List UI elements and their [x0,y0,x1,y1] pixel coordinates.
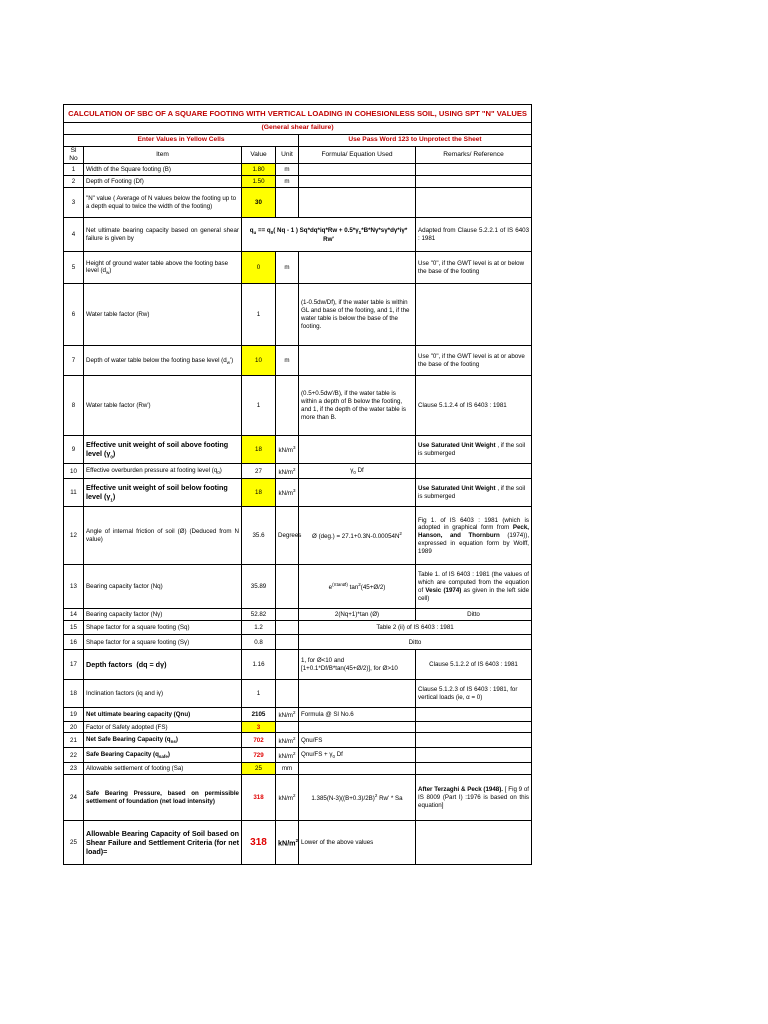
remarks-cell: After Terzaghi & Peck (1948). [ Fig 9 of IS 8009 (Part I) :1976 is based on this equation] [416,775,532,821]
sheet-subtitle: (General shear failure) [64,123,532,135]
formula-cell: Qnu/FS [299,733,416,748]
item-cell: Net ultimate bearing capacity based on general shear failure is given by [84,218,242,252]
formula-cell [299,164,416,176]
table-row [64,722,532,733]
value-cell: 729 [242,748,276,763]
sl-no: 4 [64,218,84,252]
formula-cell [299,346,416,376]
item-cell: Shape factor for a square footing (Sγ) [84,635,242,650]
sl-no: 24 [64,775,84,821]
table-row [64,680,532,708]
sheet-title: CALCULATION OF SBC OF A SQUARE FOOTING WITH VERTICAL LOADING IN COHESIONLESS SOIL, USING SPT "N" VALUES [64,105,532,123]
remarks-cell [416,821,532,865]
item-cell: Allowable settlement of footing (Sa) [84,763,242,775]
remarks-cell: Ditto [299,635,532,650]
value-cell: 35.6 [242,507,276,565]
sl-no: 12 [64,507,84,565]
sl-no: 17 [64,650,84,680]
unit-cell: m [276,252,299,284]
unit-cell: $kN/m^2$ [276,733,299,748]
value-cell: 318 [242,775,276,821]
hint-password: Use Pass Word 123 to Unprotect the Sheet [299,135,532,147]
remarks-cell [416,164,532,176]
unit-cell: $kN/m^2$ [276,708,299,722]
remarks-cell: Fig 1. of IS 6403 : 1981 (which is adopted in graphical form from Peck, Hanson, and Thornburn (1974)), expressed in equation form by Wolff, 1989 [416,507,532,565]
sl-no: 6 [64,284,84,346]
item-cell: Shape factor for a square footing (Sq) [84,621,242,635]
table-row [64,376,532,436]
unit-cell: $kN/m^2$ [276,821,299,865]
item-cell: Angle of internal friction of soil (Ø) (Deduced from N value) [84,507,242,565]
remarks-cell: Clause 5.1.2.3 of IS 6403 : 1981, for vertical loads (ie, α = 0) [416,680,532,708]
remarks-cell: Use Saturated Unit Weight , if the soil is submerged [416,436,532,464]
unit-cell [276,650,299,680]
sl-no: 11 [64,479,84,507]
remarks-cell [416,722,532,733]
formula-cell: 2(Nq+1)*tan (Ø) [299,609,416,621]
table-row [64,621,532,635]
sl-no: 13 [64,565,84,609]
table-row [64,708,532,722]
formula-cell: (1-0.5dw/Df), if the water table is within GL and base of the footing, and 1, if the water table is below the base of the footing. [299,284,416,346]
sl-no: 14 [64,609,84,621]
unit-cell: $kN/m^2$ [276,464,299,479]
header-remarks: Remarks/ Reference [416,147,532,164]
formula-cell [299,436,416,464]
spreadsheet [63,104,531,865]
value-input-cell[interactable]: 1.80 [242,164,276,176]
item-cell: Effective overburden pressure at footing level $(q_0)$ [84,464,242,479]
table-row [64,479,532,507]
item-cell: Inclination factors (iq and iγ) [84,680,242,708]
item-cell: Water table factor (Rw') [84,376,242,436]
item-cell: Effective unit weight of soil below footing level $(\gamma_1)$ [84,479,242,507]
formula-cell: (0.5+0.5dw'/B), if the water table is within a depth of B below the footing, and 1, if the depth of the water table is more than B. [299,376,416,436]
final-value-cell: 318 [242,821,276,865]
unit-cell [276,284,299,346]
table-row [64,733,532,748]
remarks-cell [416,284,532,346]
table-row [64,218,532,252]
value-cell: 35.89 [242,565,276,609]
formula-cell: 1, for Ø<10 and [1+0.1*Df/B*tan(45+Ø/2)], for Ø>10 [299,650,416,680]
remarks-cell [416,733,532,748]
unit-cell: $kN/m^3$ [276,436,299,464]
unit-cell [276,376,299,436]
unit-cell [276,621,299,635]
table-row [64,565,532,609]
remarks-cell: Adapted from Clause 5.2.2.1 of IS 6403 : 1981 [416,218,532,252]
table-row [64,346,532,376]
value-cell: 1.16 [242,650,276,680]
formula-cell [299,763,416,775]
value-input-cell[interactable]: 18 [242,479,276,507]
value-cell: 2105 [242,708,276,722]
formula-cell [299,188,416,218]
header-unit: Unit [276,147,299,164]
sl-no: 9 [64,436,84,464]
item-cell: Allowable Bearing Capacity of Soil based on Shear Failure and Settlement Criteria (for net load)= [84,821,242,865]
value-input-cell[interactable]: 25 [242,763,276,775]
formula-cell [299,680,416,708]
item-cell: Water table factor (Rw) [84,284,242,346]
sl-no: 25 [64,821,84,865]
formula-cell: $Qnu/FS + \gamma_0$ Df [299,748,416,763]
remarks-cell: Use Saturated Unit Weight , if the soil is submerged [416,479,532,507]
table-row [64,176,532,188]
table-row [64,164,532,176]
value-cell: 1.2 [242,621,276,635]
sl-no: 8 [64,376,84,436]
table-row [64,252,532,284]
value-input-cell[interactable]: 3 [242,722,276,733]
table-row [64,821,532,865]
item-cell: Safe Bearing Capacity $(q_{safe})$ [84,748,242,763]
unit-cell: $kN/m^3$ [276,479,299,507]
formula-cell: $q_u == q_0$( Nq - 1 ) $Sq*dq*iq*Rw + 0.5*\gamma_1*B*N\gamma*s\gamma*d\gamma*i\gamma*$ Rw' [242,218,416,252]
unit-cell [276,565,299,609]
sl-no: 20 [64,722,84,733]
unit-cell [276,609,299,621]
unit-cell: $kN/m^2$ [276,748,299,763]
sl-no: 5 [64,252,84,284]
value-input-cell[interactable]: 30 [242,188,276,218]
unit-cell: m [276,164,299,176]
value-cell: 1 [242,284,276,346]
unit-cell [276,635,299,650]
formula-cell [299,176,416,188]
formula-cell: Ø $(deg.) = 27.1+0.3N-0.00054N^2$ [299,507,416,565]
item-cell: "N" value ( Average of N values below the footing up to a depth equal to twice the width of the footing) [84,188,242,218]
sl-no: 2 [64,176,84,188]
sl-no: 23 [64,763,84,775]
calculation-table [63,104,532,865]
table-row [64,436,532,464]
table-row [64,650,532,680]
value-cell: 0.8 [242,635,276,650]
unit-cell [276,188,299,218]
remarks-cell [416,748,532,763]
header-formula: Formula/ Equation Used [299,147,416,164]
value-cell: 27 [242,464,276,479]
item-cell: Depth factors (dq = dγ) [84,650,242,680]
table-row [64,464,532,479]
table-row [64,635,532,650]
hint-enter-values: Enter Values in Yellow Cells [64,135,299,147]
table-row [64,284,532,346]
value-cell: 1 [242,376,276,436]
sl-no: 21 [64,733,84,748]
value-cell: 52.82 [242,609,276,621]
sl-no: 16 [64,635,84,650]
formula-cell: Lower of the above values [299,821,416,865]
sl-no: 3 [64,188,84,218]
item-cell: Factor of Safety adopted (FS) [84,722,242,733]
table-row [64,188,532,218]
unit-cell [276,680,299,708]
formula-cell [299,479,416,507]
formula-cell: $1.385(N-3)((B+0.3)/2B)^2$ Rw' * Sa [299,775,416,821]
formula-cell: Formula @ Sl No.6 [299,708,416,722]
remarks-cell: Ditto [416,609,532,621]
sl-no: 7 [64,346,84,376]
item-cell: Net Safe Bearing Capacity $(q_{ns})$ [84,733,242,748]
item-cell: Bearing capacity factor (Nγ) [84,609,242,621]
value-cell: 702 [242,733,276,748]
table-row [64,775,532,821]
remarks-cell [416,188,532,218]
item-cell: Net ultimate bearing capacity (Qnu) [84,708,242,722]
item-cell: Height of ground water table above the footing base level $(d_w)$ [84,252,242,284]
remarks-cell [416,763,532,775]
value-input-cell[interactable]: 1.50 [242,176,276,188]
remarks-cell: Table 2 (ii) of IS 6403 : 1981 [299,621,532,635]
value-cell: 1 [242,680,276,708]
unit-cell: $kN/m^2$ [276,775,299,821]
item-cell: Safe Bearing Pressure, based on permissible settlement of foundation (net load intensity) [84,775,242,821]
sl-no: 18 [64,680,84,708]
value-input-cell[interactable]: 10 [242,346,276,376]
remarks-cell: Clause 5.1.2.4 of IS 6403 : 1981 [416,376,532,436]
item-cell: Width of the Square footing (B) [84,164,242,176]
item-cell: Depth of water table below the footing base level $(d_w')$ [84,346,242,376]
remarks-cell: Clause 5.1.2.2 of IS 6403 : 1981 [416,650,532,680]
item-cell: Depth of Footing (Df) [84,176,242,188]
formula-cell [299,252,416,284]
item-cell: Bearing capacity factor (Nq) [84,565,242,609]
table-row [64,748,532,763]
unit-cell [276,722,299,733]
unit-cell: Degrees [276,507,299,565]
remarks-cell [416,464,532,479]
sl-no: 10 [64,464,84,479]
item-cell: Effective unit weight of soil above footing level $(\gamma_0)$ [84,436,242,464]
table-row [64,507,532,565]
remarks-cell: Table 1. of IS 6403 : 1981 (the values of which are computed from the equation of Vesic (1974) as given in the left side cell) [416,565,532,609]
remarks-cell [416,176,532,188]
header-sl-no: Sl No [64,147,84,164]
unit-cell: m [276,346,299,376]
value-input-cell[interactable]: 18 [242,436,276,464]
sl-no: 22 [64,748,84,763]
header-value: Value [242,147,276,164]
formula-cell: $\gamma_0$ Df [299,464,416,479]
sl-no: 15 [64,621,84,635]
table-row [64,609,532,621]
formula-cell: $e^{(\pi tanØ)}$ $\tan^2(45+Ø/2)$ [299,565,416,609]
table-row [64,763,532,775]
unit-cell: mm [276,763,299,775]
remarks-cell: Use "0", if the GWT level is at or above the base of the footing [416,346,532,376]
sl-no: 1 [64,164,84,176]
sl-no: 19 [64,708,84,722]
remarks-cell: Use "0", if the GWT level is at or below the base of the footing [416,252,532,284]
header-item: Item [84,147,242,164]
formula-cell [299,722,416,733]
unit-cell: m [276,176,299,188]
remarks-cell [416,708,532,722]
value-input-cell[interactable]: 0 [242,252,276,284]
